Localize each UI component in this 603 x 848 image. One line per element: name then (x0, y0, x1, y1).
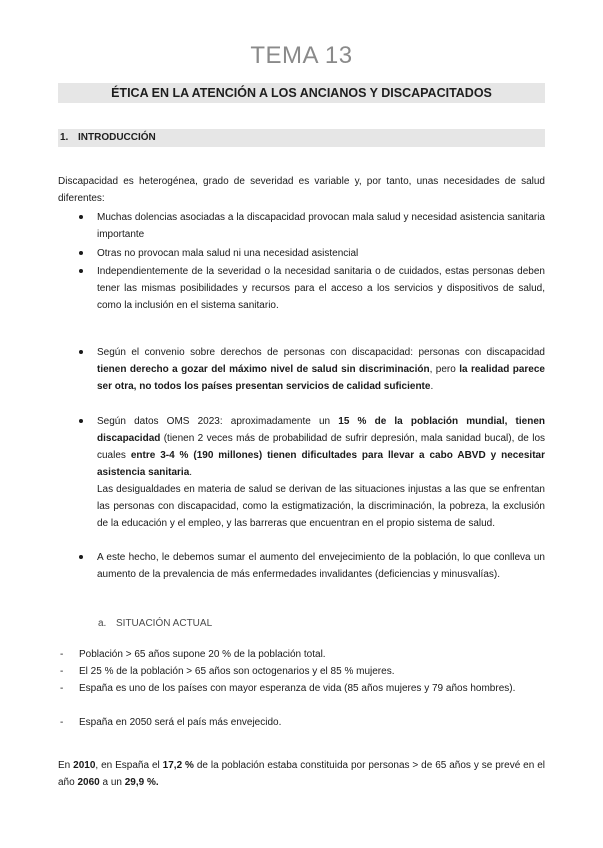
list-item-independientemente: Independientemente de la severidad o la necesidad sanitaria o de cuidados, estas personas deben tener las mismas posibilidades y recursos para el acceso a los servicios y dispositivos de salud, como la inclusión en el sistema sanitario. (97, 266, 545, 311)
dash-item-esperanza-vida: España es uno de los países con mayor esperanza de vida (85 años mujeres y 79 años hombres). (79, 683, 516, 694)
dash-marker: - (60, 666, 64, 677)
section-heading-introduccion (58, 129, 545, 147)
section-number: 1. (60, 132, 69, 143)
subsection-letter: a. (98, 618, 107, 629)
subsection-heading (98, 615, 212, 632)
list-item-dolencias: Muchas dolencias asociadas a la discapacidad provocan mala salud y necesidad asistencia sanitaria importante (97, 212, 545, 240)
bullet-dot (79, 350, 83, 354)
subsection-title: SITUACIÓN ACTUAL (116, 618, 213, 629)
section-title: INTRODUCCIÓN (78, 132, 156, 143)
bullet-dot (79, 251, 83, 255)
final-paragraph: En 2010, en España el 17,2 % de la población estaba constituida por personas > de 65 años y se prevé en el año 2060 a un 29,9 %. (58, 760, 545, 788)
dash-item-poblacion: Población > 65 años supone 20 % de la población total. (79, 649, 326, 660)
document-subtitle: ÉTICA EN LA ATENCIÓN A LOS ANCIANOS Y DISCAPACITADOS (58, 83, 545, 103)
dash-item-2050: España en 2050 será el país más envejecido. (79, 717, 282, 728)
dash-item-octogenarios: El 25 % de la población > 65 años son octogenarios y el 85 % mujeres. (79, 666, 395, 677)
dash-marker: - (60, 717, 64, 728)
bullet-dot (79, 555, 83, 559)
list-item-no-mala-salud: Otras no provocan mala salud ni una necesidad asistencial (97, 248, 359, 259)
list-item-envejecimiento: A este hecho, le debemos sumar el aumento del envejecimiento de la población, lo que conlleva un aumento de la prevalencia de más enfermedades invalidantes (deficiencias y minusvalías). (97, 552, 545, 580)
bullet-dot (79, 419, 83, 423)
dash-marker: - (60, 649, 64, 660)
bullet-dot (79, 215, 83, 219)
list-item-oms-continuation: Las desigualdades en materia de salud se derivan de las situaciones injustas a las que se enfrentan las personas con discapacidad, como la estigmatización, la discriminación, la pobreza, la exclusión de la educación y el empleo, y las barreras que encuentran en el propio sistema de salud. (97, 484, 545, 529)
list-item-convenio: Según el convenio sobre derechos de personas con discapacidad: personas con discapacidad tienen derecho a gozar del máximo nivel de salud sin discriminación, pero la realidad parece ser otra, no todos los países presentan servicios de calidad suficiente. (97, 347, 545, 392)
dash-marker: - (60, 683, 64, 694)
page-title: TEMA 13 (250, 42, 353, 69)
bullet-dot (79, 269, 83, 273)
intro-paragraph: Discapacidad es heterogénea, grado de severidad es variable y, por tanto, unas necesidades de salud diferentes: (58, 176, 545, 204)
list-item-oms: Según datos OMS 2023: aproximadamente un 15 % de la población mundial, tienen discapacidad (tienen 2 veces más de probabilidad de sufrir depresión, mala sanidad bucal), de los cuales entre 3-4 % (190 millones) tienen dificultades para llevar a cabo ABVD y necesitar asistencia sanitaria. (97, 416, 545, 478)
